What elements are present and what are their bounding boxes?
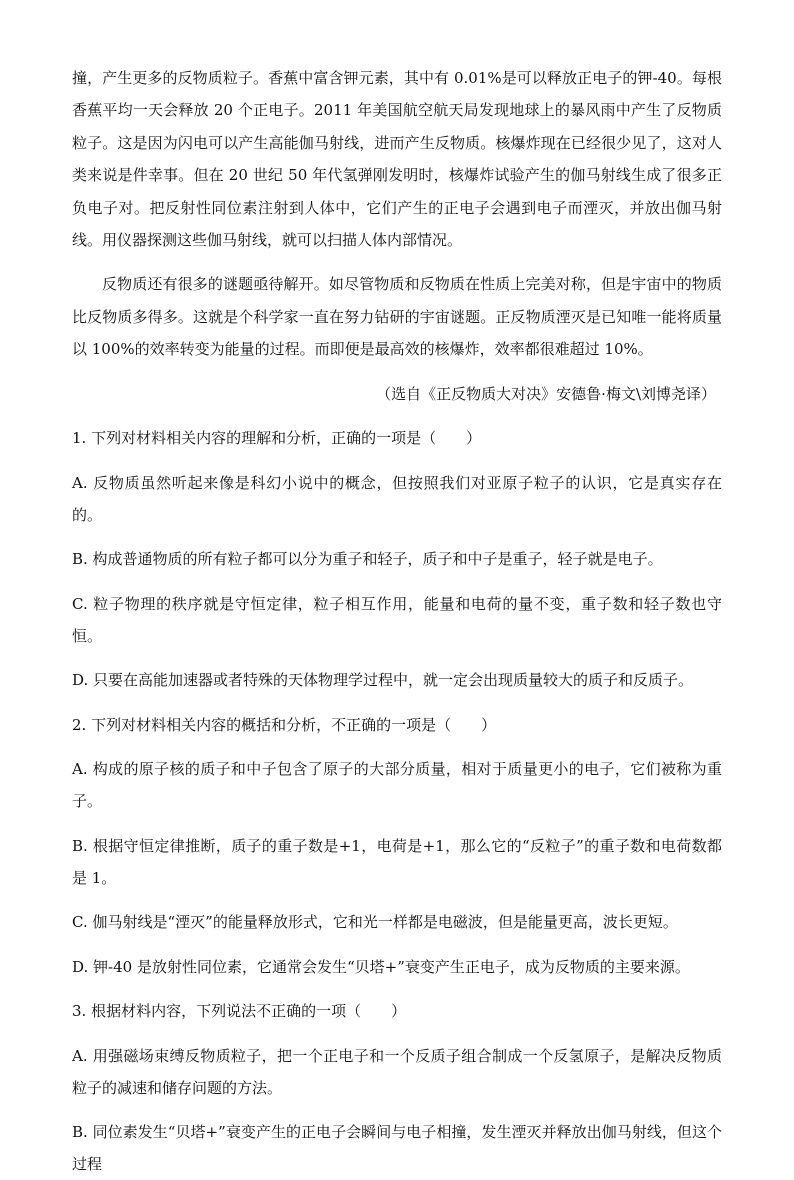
question-1-option-c: C. 粒子物理的秩序就是守恒定律，粒子相互作用，能量和电荷的量不变，重子数和轻子数也守恒。 xyxy=(72,594,722,645)
document-page xyxy=(72,62,722,1180)
question-2-option-c: C. 伽马射线是“湮灭”的能量释放形式，它和光一样都是电磁波，但是能量更高，波长更短。 xyxy=(72,913,678,932)
passage-paragraph-1: 撞，产生更多的反物质粒子。香蕉中富含钾元素，其中有 0.01%是可以释放正电子的钾-40。每根香蕉平均一天会释放 20 个正电子。2011 年美国航空航天局发现地球上的暴风雨中产生了反物质粒子。这是因为闪电可以产生高能伽马射线，进而产生反物质。核爆炸现在已经很少见了，这对人类来说是件幸事。但在 20 世纪 50 年代氢弹刚发明时，核爆炸试验产生的伽马射线生成了很多正负电子对。把反射性同位素注射到人体中，它们产生的正电子会遇到电子而湮灭，并放出伽马射线。用仪器探测这些伽马射线，就可以扫描人体内部情况。 xyxy=(72,69,722,250)
question-1-option-b: B. 构成普通物质的所有粒子都可以分为重子和轻子，质子和中子是重子，轻子就是电子。 xyxy=(72,550,663,569)
question-2-stem: 2. 下列对材料相关内容的概括和分析，不正确的一项是（ ） xyxy=(72,715,497,734)
question-3-option-a: A. 用强磁场束缚反物质粒子，把一个正电子和一个反质子组合制成一个反氢原子，是解决反物质粒子的减速和储存问题的方法。 xyxy=(72,1046,722,1097)
question-1-option-d: D. 只要在高能加速器或者特殊的天体物理学过程中，就一定会出现质量较大的质子和反质子。 xyxy=(72,671,694,690)
question-2-option-b: B. 根据守恒定律推断，质子的重子数是+1，电荷是+1，那么它的“反粒子”的重子数和电荷数都是 1。 xyxy=(72,836,722,887)
question-1-stem: 1. 下列对材料相关内容的理解和分析，正确的一项是（ ） xyxy=(72,429,482,448)
passage-paragraph-2: 反物质还有很多的谜题亟待解开。如尽管物质和反物质在性质上完美对称，但是宇宙中的物质比反物质多得多。这就是个科学家一直在努力钻研的宇宙谜题。正反物质湮灭是已知唯一能将质量以 100%的效率转变为能量的过程。而即便是最高效的核爆炸，效率都很难超过 10%。 xyxy=(72,275,722,359)
question-3-option-b: B. 同位素发生“贝塔+”衰变产生的正电子会瞬间与电子相撞，发生湮灭并释放出伽马射线，但这个过程 xyxy=(72,1123,722,1174)
source-citation: （选自《正反物质大对决》安德鲁·梅文\刘博尧译） xyxy=(376,384,716,403)
question-2-option-a: A. 构成的原子核的质子和中子包含了原子的大部分质量，相对于质量更小的电子，它们被称为重子。 xyxy=(72,760,722,811)
question-2-option-d: D. 钾-40 是放射性同位素，它通常会发生“贝塔+”衰变产生正电子，成为反物质的主要来源。 xyxy=(72,957,690,976)
question-1-option-a: A. 反物质虽然听起来像是科幻小说中的概念，但按照我们对亚原子粒子的认识，它是真实存在的。 xyxy=(72,473,722,524)
question-3-stem: 3. 根据材料内容，下列说法不正确的一项（ ） xyxy=(72,1002,407,1021)
